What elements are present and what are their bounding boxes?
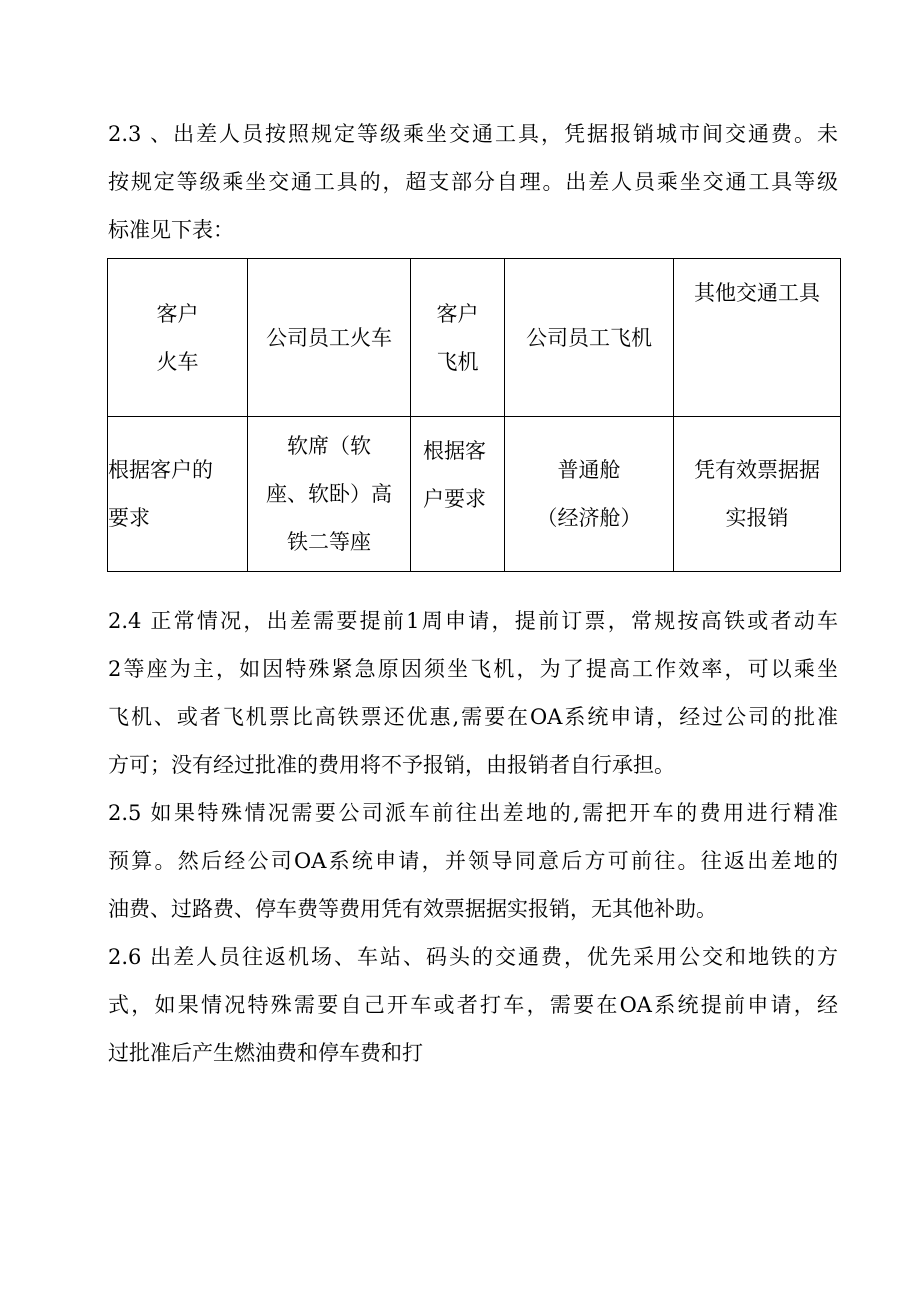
section-2-5 [108,789,838,933]
paragraph-line: 预算。然后经公司OA系统申请，并领导同意后方可前往。往返出差地的 [108,849,838,873]
paragraph-line: 2.4 正常情况，出差需要提前1周申请，提前订票，常规按高铁或者动车 [108,609,838,633]
paragraph-line: 方可；没有经过批准的费用将不予报销，由报销者自行承担。 [108,753,675,777]
section-2-4 [108,597,838,789]
table-row [108,417,841,572]
paragraph-line: 油费、过路费、停车费等费用凭有效票据据实报销，无其他补助。 [108,897,717,921]
paragraph-line: 按规定等级乘坐交通工具的，超支部分自理。出差人员乘坐交通工具等级 [108,170,838,194]
header-other-transport: 其他交通工具 [674,259,841,417]
cell-staff-train: 软席（软 座、软卧）高 铁二等座 [248,417,411,572]
paragraph-line: 标准见下表： [108,218,234,242]
cell-client-train: 根据客户的 要求 [108,417,248,572]
transport-standard-table [107,258,841,572]
paragraph-line: 2.5 如果特殊情况需要公司派车前往出差地的,需把开车的费用进行精准 [108,801,838,825]
paragraph-line: 过批准后产生燃油费和停车费和打 [108,1041,423,1065]
paragraph-line: 2等座为主，如因特殊紧急原因须坐飞机，为了提高工作效率，可以乘坐 [108,657,838,681]
paragraph-line: 式，如果情况特殊需要自己开车或者打车，需要在OA系统提前申请，经 [108,993,838,1017]
paragraph-line: 飞机、或者飞机票比高铁票还优惠,需要在OA系统申请，经过公司的批准 [108,705,838,729]
section-2-6 [108,933,838,1077]
header-client-flight: 客户 飞机 [411,259,505,417]
paragraph-line: 2.6 出差人员往返机场、车站、码头的交通费，优先采用公交和地铁的方 [108,945,838,969]
paragraph-line: 2.3 、出差人员按照规定等级乘坐交通工具，凭据报销城市间交通费。未 [108,122,838,146]
header-staff-flight: 公司员工飞机 [505,259,674,417]
section-2-3 [108,110,838,254]
cell-client-flight: 根据客 户要求 [411,417,505,572]
header-client-train: 客户 火车 [108,259,248,417]
header-staff-train: 公司员工火车 [248,259,411,417]
cell-other-transport: 凭有效票据据 实报销 [674,417,841,572]
cell-staff-flight: 普通舱 （经济舱） [505,417,674,572]
table-header-row [108,259,841,417]
